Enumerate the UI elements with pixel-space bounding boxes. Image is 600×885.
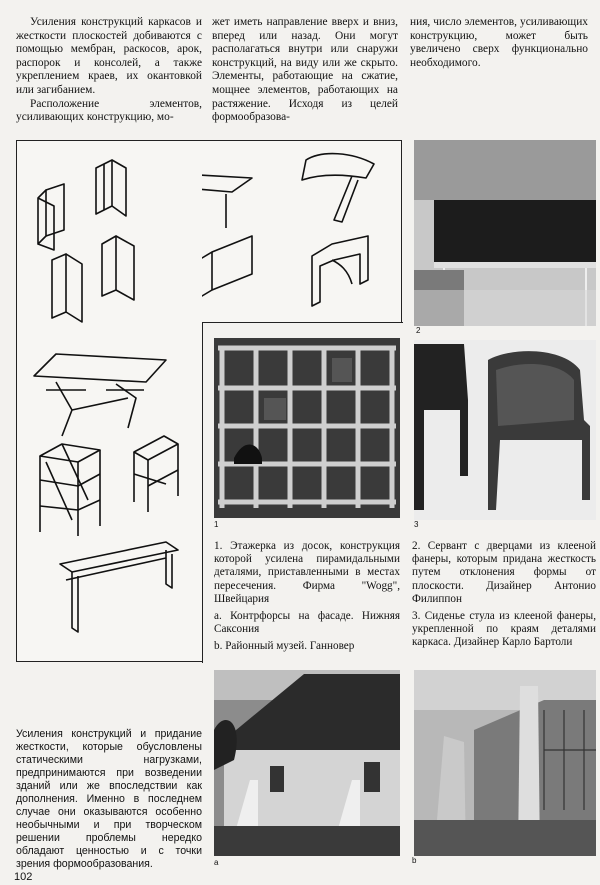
figure-b-letter: b	[412, 856, 417, 865]
figure-2-number: 2	[416, 326, 421, 335]
caption-column-left	[214, 540, 400, 658]
page-number: 102	[14, 871, 33, 883]
caption-2: 2. Сервант с дверцами из клееной фанеры, которым придана жесткость путем отклонения формы от плоскости. Дизайнер Антонио Филиппон	[412, 540, 596, 605]
caption-a: a. Контрфорсы на фасаде. Нижняя Саксония	[214, 610, 400, 636]
structural-sketches-right	[202, 140, 400, 322]
photo-b-museum	[414, 670, 596, 856]
top-column-1	[16, 16, 202, 125]
photo-3-chairs	[414, 340, 596, 520]
top-column-2	[212, 16, 398, 125]
figure-a-letter: a	[214, 858, 219, 867]
photo-a-buttress-house	[214, 670, 400, 856]
caption-b: b. Районный музей. Ганновер	[214, 640, 355, 653]
top-column-3-paragraph: ния, число элементов, усиливающих конструкцию, может быть увеличено сверх функционально необходимого.	[410, 16, 588, 69]
caption-3: 3. Сиденье стула из клееной фанеры, укрепленной по краям деталями каркаса. Дизайнер Карло Бартоли	[412, 610, 596, 649]
figure-3-number: 3	[414, 520, 419, 529]
figure-1-number: 1	[214, 520, 219, 529]
caption-column-right	[412, 540, 596, 654]
photo-1-bookshelf	[214, 338, 400, 518]
bottom-left-paragraph: Усиления конструкций и придание жесткости, которые обусловлены статическими нагрузками, предпринимаются при возведении зданий или же впоследствии как дополнения. Именно в последнем случае они оказываются особенно необычными и при творческом решении проблемы нередко обладают ценностью и с точки зрения формообразования.	[16, 728, 202, 870]
photo-2-sideboard	[414, 140, 596, 326]
caption-1: 1. Этажерка из досок, конструкция которой усилена пирамидальными деталями, приставленными в местах пересечения. Фирма "Wogg", Швейцария	[214, 540, 400, 605]
top-column-1-paragraph-1: Усиления конструкций каркасов и жесткости плоскостей добиваются с помощью мембран, раскосов, арок, распорок и консолей, а также укреплением краев, их окантовкой или загибанием.	[16, 16, 202, 96]
top-column-3	[410, 16, 588, 70]
structural-sketches	[16, 140, 202, 660]
bottom-left-column	[16, 728, 202, 871]
top-column-1-paragraph-2: Расположение элементов, усиливающих конструкцию, мо-	[16, 97, 202, 124]
top-column-2-paragraph: жет иметь направление вверх и вниз, вперед или назад. Они могут располагаться внутри или снаружи конструкций, на виду или же скрыто. Элементы, работающие на сжатие, мощнее элементов, работающих на растяжение. Исходя из целей формообразова-	[212, 16, 398, 124]
